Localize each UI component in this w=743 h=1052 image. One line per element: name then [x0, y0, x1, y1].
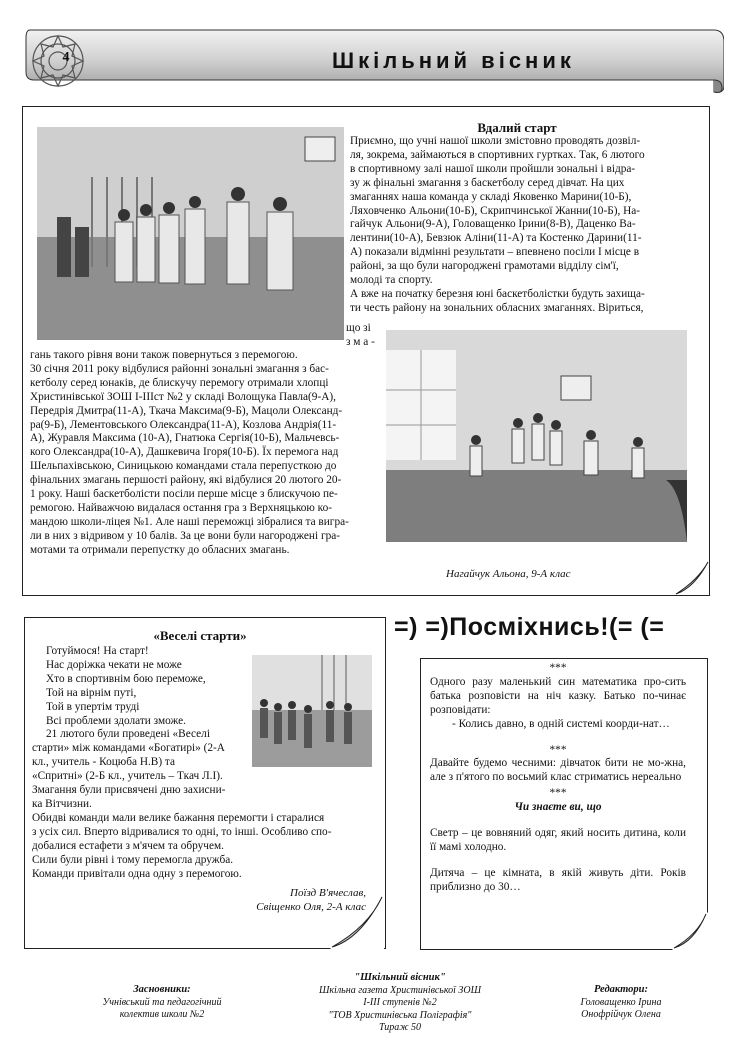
text-fragment: з м а -: [346, 336, 375, 348]
joke-text: Одного разу маленький син математика про-сить батька розповісти на ніч казку. Батько по-чинає розповідати:: [430, 675, 686, 716]
page-curl-icon: [672, 912, 708, 950]
text-line: фінальних змагань першості району, які відбулися 20 лютого 20-: [30, 474, 342, 487]
footer-line: "ТОВ Христинівська Поліграфія": [328, 1009, 472, 1021]
text-line: 30 січня 2011 року відбулися районні зональні змагання з бас-: [30, 362, 329, 375]
text-line: добалися естафети з м'ячем та обручем.: [32, 839, 224, 852]
article1-title: Вдалий старт: [477, 120, 557, 135]
footer-editors: [546, 984, 696, 1022]
footer-founders: [72, 984, 252, 1022]
separator-stars: ***: [549, 743, 567, 756]
poem-line: Всі проблеми здолати зможе.: [46, 714, 186, 727]
text-line: ля, зокрема, займаються в спортивних гуртках. Так, 6 лютого: [350, 148, 645, 161]
joke-quote: - Колись давно, в одній системі коорди-нат…: [452, 717, 670, 730]
poem-line: Той в упертім труді: [46, 700, 140, 713]
text-line: старти» між командами «Богатирі» (2-А: [32, 742, 225, 755]
joke-text: Давайте будемо чесними: дівчаток бити не мо-жна, але з п'ятого по восьмий клас стриматись нереально: [430, 757, 686, 784]
text-line: Ляховченко Альони(10-Б), Скрипчинської Жанни(10-Б), На-: [350, 204, 641, 217]
jokes-subheading: Чи знаєте ви, що: [514, 801, 602, 814]
footer-label: "Шкільний вісник": [354, 972, 446, 983]
text-fragment: що зі: [346, 322, 371, 334]
text-line: зу ж фінальні змагання з баскетболу серед дівчат. На цих: [350, 176, 625, 189]
footer-paper-info: [280, 972, 520, 1035]
text-line: Команди привітали одна одну з перемогою.: [32, 867, 242, 880]
text-line: кого Олександра(10-А), Дашкевича Ігоря(10-Б). Їх перемога над: [30, 446, 339, 459]
text-line: А), Журавля Максима (10-А), Гнатюка Сергія(10-Б), Мальчевсь-: [30, 432, 340, 445]
text-line: Змагання були присвячені дню захисни-: [32, 784, 226, 797]
fact-text: Дитяча – це кімната, в якій живуть діти. Років приблизно до 30…: [430, 866, 686, 893]
footer-line: Тираж 50: [378, 1022, 422, 1033]
text-line: Христинівської ЗОШ І-ІІІст №2 у складі Волощука Павла(9-А),: [30, 390, 336, 403]
footer-line: Головащенко Ірина: [580, 996, 662, 1008]
poem-line: Хто в спортивнім бою переможе,: [46, 672, 206, 685]
text-line: А) показали відмінні результати – впевнено посіли І місце в: [350, 246, 640, 259]
text-line: ли в них з відривом у 10 балів. За це вони були нагороджені гра-: [30, 529, 341, 542]
text-line: районі, за що були нагороджені грамотами відділу сім'ї,: [350, 260, 619, 273]
photo-fun-starts: [252, 655, 372, 767]
text-line: з усіх сил. Вперто відривалися то одні, то інші. Особливо спо-: [32, 825, 332, 838]
text-line: Шельпахівською, Синицькою командами стала перепусткою до: [30, 460, 337, 473]
article1-text-main: [30, 349, 384, 558]
text-line: ра(9-Б), Лементовського Олександра(11-А), Козлова Андрія(11-: [30, 418, 337, 431]
article2-title: «Веселі старти»: [153, 628, 247, 643]
article1-text-right: [350, 135, 686, 316]
text-line: Передрія Дмитра(11-А), Ткача Максима(9-Б), Мацоли Олександ-: [30, 404, 343, 417]
poem-line: Нас доріжка чекати не може: [46, 658, 182, 671]
jokes-content: [430, 662, 686, 895]
text-line: в спортивному залі нашої школи пройшли зональні і відра-: [350, 162, 636, 175]
poem-line: Готуймося! На старт!: [46, 645, 149, 657]
article2-signature: [200, 886, 366, 914]
page-curl-icon: [674, 560, 710, 596]
jokes-heading: =) =)Посміхнись!(= (=: [394, 613, 665, 641]
fact-text: Светр – це вовняний одяг, який носить дитина, коли її мамі холодно.: [430, 827, 686, 853]
article1-signature: Нагайчук Альона, 9-А клас: [446, 568, 571, 580]
text-line: ти честь району на зональних обласних змаганнях. Віриться,: [350, 301, 644, 314]
text-line: змаганнях наша команда у складі Яковенко Марини(10-Б),: [350, 190, 632, 203]
text-line: гайчук Альони(9-А), Головащенко Ірини(8-В), Даценко Ва-: [350, 218, 636, 231]
text-line: молоді та спорту.: [350, 274, 433, 287]
article2-text-left: [32, 645, 254, 812]
text-line: 1 року. Наші баскетболісти посіли перше місце з блискучою пе-: [30, 488, 338, 501]
newspaper-title: Шкільний вісник: [332, 48, 575, 73]
footer-line: Онофрійчук Олена: [581, 1009, 661, 1020]
footer-line: Шкільна газета Христинівської ЗОШ: [318, 984, 482, 996]
page-number: 4: [62, 50, 70, 65]
text-line: А вже на початку березня юні баскетболістки будуть захища-: [350, 287, 645, 300]
footer-label: Засновники:: [133, 984, 191, 995]
text-line: Сили були рівні і тому перемогла дружба.: [32, 853, 234, 866]
poem-line: Той на вірнім путі,: [46, 686, 137, 699]
article2-text-full: [32, 812, 372, 882]
text-line: мотами та отримали перепустку до обласних змагань.: [30, 543, 290, 556]
separator-stars: ***: [549, 662, 567, 674]
text-line: «Спритні» (2-Б кл., учитель – Ткач Л.І).: [32, 770, 223, 783]
photo-boys-game: [386, 330, 687, 542]
text-line: кл., учитель - Коцюба Н.В) та: [32, 756, 176, 769]
text-line: ка Вітчизни.: [32, 797, 92, 810]
text-line: Приємно, що учні нашої школи змістовно проводять дозвіл-: [350, 135, 641, 147]
separator-stars: ***: [549, 787, 567, 800]
footer-label: Редактори:: [594, 984, 648, 995]
text-line: ремогою. Найважчою видалася остання гра з Верхняцькою ко-: [30, 501, 332, 514]
text-line: Обидві команди мали велике бажання перемогти і старалися: [32, 812, 325, 824]
text-line: 21 лютого були проведені «Веселі: [46, 728, 210, 741]
text-line: мандою школи-ліцея №1. Але наші переможці зібралися та вигра-: [30, 515, 349, 528]
signature-line: Свіщенко Оля, 2-А клас: [256, 901, 366, 913]
text-line: гань такого рівня вони також повернуться з перемогою.: [30, 349, 298, 361]
signature-line: Поїзд В'ячеслав,: [290, 887, 366, 899]
text-line: кетболу серед юнаків, де блискучу перемогу отримали хлопці: [30, 376, 329, 389]
footer-line: колектив школи №2: [119, 1009, 205, 1020]
footer-line: І-ІІІ ступенів №2: [363, 997, 437, 1008]
photo-girls-team: [37, 127, 344, 340]
text-line: лентини(10-А), Бевзюк Аліни(11-А) та Костенко Дарини(11-: [350, 232, 642, 245]
footer-line: Учнівський та педагогічний: [102, 996, 222, 1008]
